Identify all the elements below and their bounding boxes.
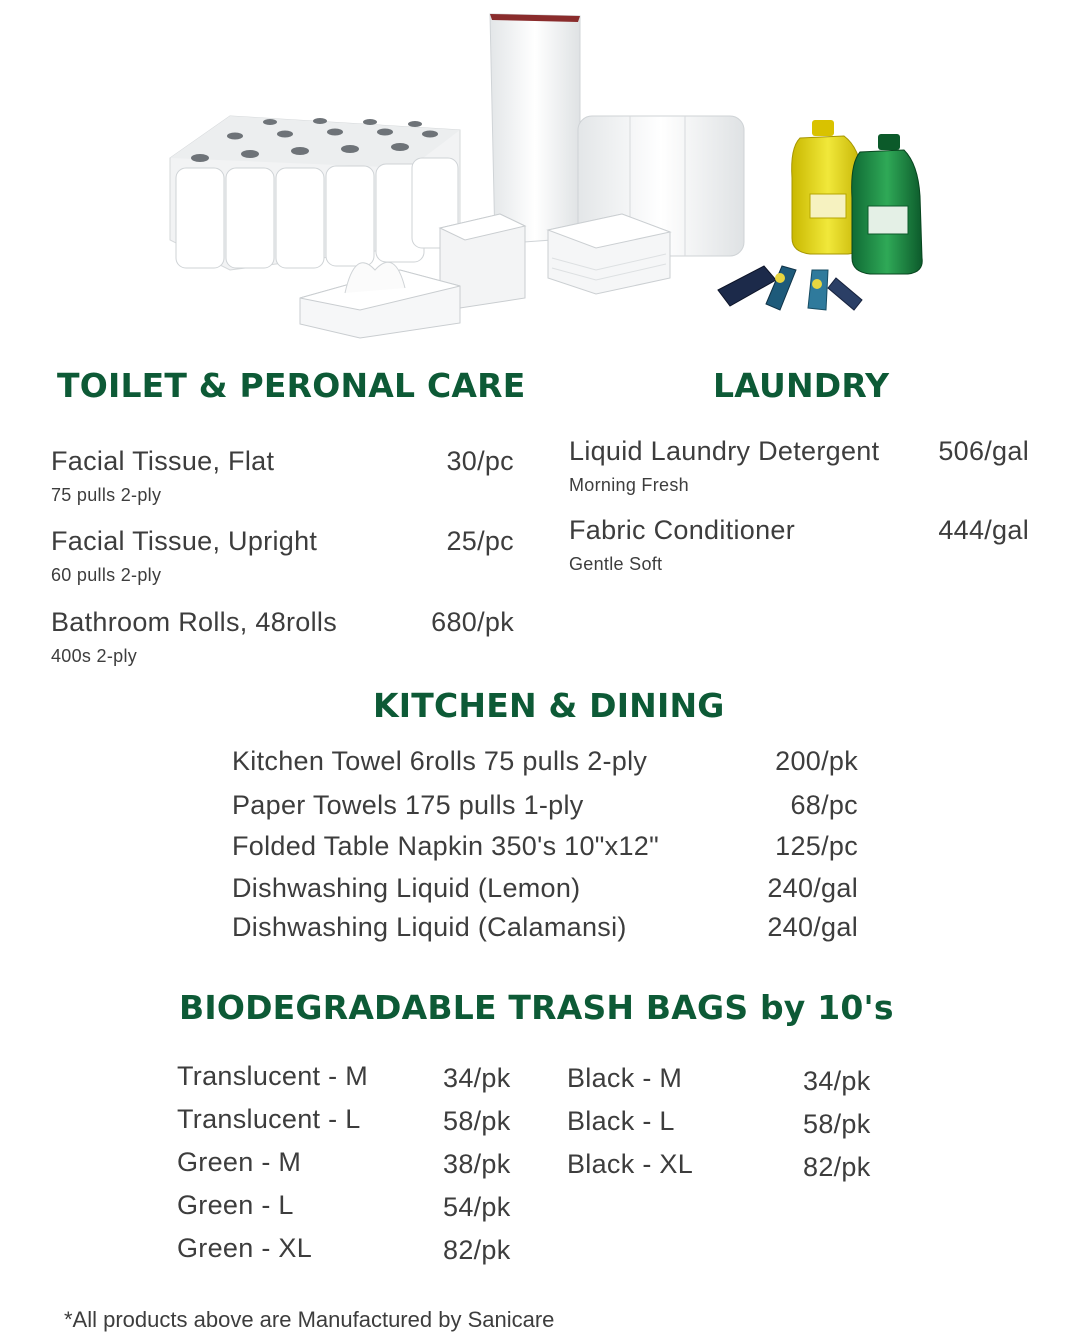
kitchen-item-name: Folded Table Napkin 350's 10"x12" bbox=[232, 831, 660, 861]
toilet-paper-pack-icon bbox=[170, 116, 460, 270]
laundry-item-price: 506/gal bbox=[938, 436, 1029, 466]
trash-bag-name: Black - M bbox=[567, 1063, 683, 1093]
trash-bag-rolls-icon bbox=[718, 266, 862, 310]
trash-bag-name: Translucent - M bbox=[177, 1061, 369, 1091]
section-heading-trash-bags: BIODEGRADABLE TRASH BAGS by 10's bbox=[179, 988, 894, 1027]
kitchen-item-name: Paper Towels 175 pulls 1-ply bbox=[232, 790, 584, 820]
toilet-item-name: Bathroom Rolls, 48rolls bbox=[51, 607, 338, 637]
laundry-item-price: 444/gal bbox=[938, 515, 1029, 545]
trash-bag-name: Black - XL bbox=[567, 1149, 694, 1179]
kitchen-item-price: 125/pc bbox=[775, 831, 858, 861]
kitchen-item-name: Dishwashing Liquid (Lemon) bbox=[232, 873, 581, 903]
trash-bag-name: Green - XL bbox=[177, 1233, 313, 1263]
trash-bag-price: 58/pk bbox=[803, 1109, 871, 1139]
kitchen-item-name: Kitchen Towel 6rolls 75 pulls 2-ply bbox=[232, 746, 648, 776]
toilet-item-price: 680/pk bbox=[431, 607, 514, 637]
facial-tissue-box-flat-icon bbox=[300, 262, 460, 338]
kitchen-item-price: 68/pc bbox=[790, 790, 858, 820]
laundry-item-spec: Gentle Soft bbox=[569, 554, 663, 574]
toilet-item-spec: 400s 2-ply bbox=[51, 646, 138, 666]
trash-bag-price: 82/pk bbox=[443, 1235, 511, 1265]
trash-bag-price: 34/pk bbox=[803, 1066, 871, 1096]
section-heading-toilet: TOILET & PERONAL CARE bbox=[57, 366, 526, 405]
laundry-item-name: Fabric Conditioner bbox=[569, 515, 796, 545]
section-heading-kitchen: KITCHEN & DINING bbox=[373, 686, 725, 725]
napkin-stack-icon bbox=[548, 214, 670, 294]
kitchen-item-price: 240/gal bbox=[767, 873, 858, 903]
trash-bag-price: 34/pk bbox=[443, 1063, 511, 1093]
paper-ream-icon bbox=[490, 14, 580, 244]
toilet-item-price: 25/pc bbox=[446, 526, 514, 556]
kitchen-item-price: 240/gal bbox=[767, 912, 858, 942]
trash-bag-name: Black - L bbox=[567, 1106, 675, 1136]
product-collage-image bbox=[160, 8, 930, 348]
toilet-item-price: 30/pc bbox=[446, 446, 514, 476]
trash-bag-name: Green - M bbox=[177, 1147, 302, 1177]
toilet-item-name: Facial Tissue, Upright bbox=[51, 526, 318, 556]
green-gallon-icon bbox=[852, 134, 923, 274]
trash-bag-price: 82/pk bbox=[803, 1152, 871, 1182]
manufacturer-note: *All products above are Manufactured by Sanicare bbox=[64, 1307, 555, 1332]
laundry-item-spec: Morning Fresh bbox=[569, 475, 689, 495]
section-heading-laundry: LAUNDRY bbox=[713, 366, 890, 405]
kitchen-item-price: 200/pk bbox=[775, 746, 858, 776]
toilet-item-spec: 75 pulls 2-ply bbox=[51, 485, 162, 505]
toilet-item-spec: 60 pulls 2-ply bbox=[51, 565, 162, 585]
toilet-item-name: Facial Tissue, Flat bbox=[51, 446, 275, 476]
trash-bag-price: 58/pk bbox=[443, 1106, 511, 1136]
trash-bag-price: 54/pk bbox=[443, 1192, 511, 1222]
trash-bag-name: Translucent - L bbox=[177, 1104, 361, 1134]
kitchen-item-name: Dishwashing Liquid (Calamansi) bbox=[232, 912, 627, 942]
trash-bag-price: 38/pk bbox=[443, 1149, 511, 1179]
laundry-item-name: Liquid Laundry Detergent bbox=[569, 436, 880, 466]
trash-bag-name: Green - L bbox=[177, 1190, 294, 1220]
